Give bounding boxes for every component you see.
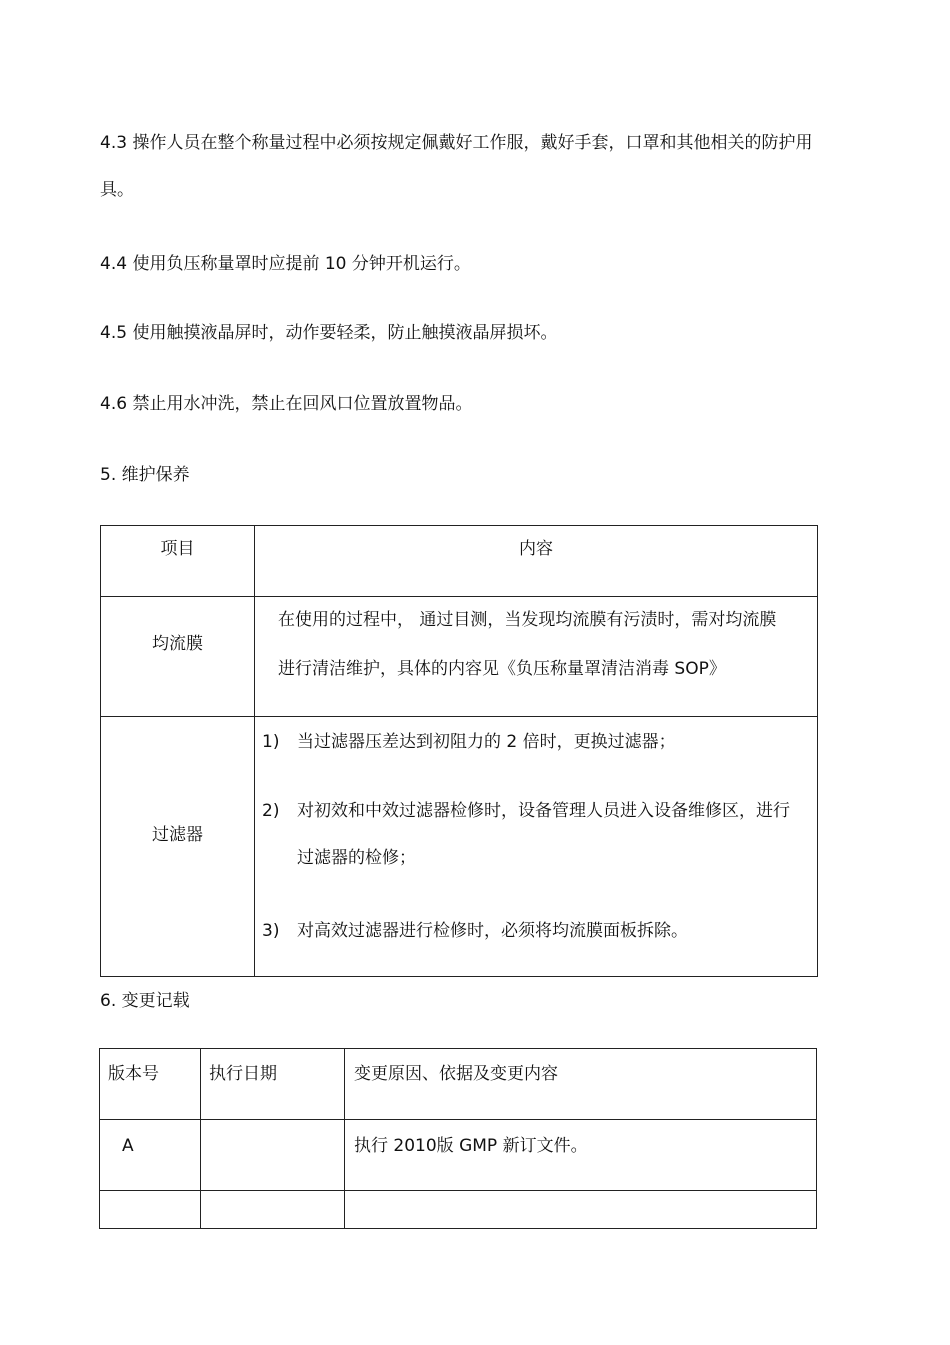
table-header-row <box>101 526 818 597</box>
date-cell <box>201 1120 345 1191</box>
reason-value: 执行 2010版 GMP 新订文件。 <box>354 1136 588 1156</box>
list-number: 3) <box>262 921 280 941</box>
header-cell-content <box>255 526 818 597</box>
header-cell-item <box>101 526 255 597</box>
row-item-label: 均流膜 <box>152 634 203 654</box>
header-reason-label: 变更原因、依据及变更内容 <box>354 1064 558 1084</box>
version-cell <box>100 1120 201 1191</box>
row-item-cell <box>101 597 255 717</box>
list-number: 1) <box>262 732 280 752</box>
version-value: A <box>122 1136 134 1156</box>
item-4-3-line1: 4.3 操作人员在整个称量过程中必须按规定佩戴好工作服，戴好手套，口罩和其他相关的防护用 <box>100 133 813 153</box>
item-4-4: 4.4 使用负压称量罩时应提前 10 分钟开机运行。 <box>100 254 471 274</box>
table-header-row <box>100 1049 817 1120</box>
item-4-6: 4.6 禁止用水冲洗，禁止在回风口位置放置物品。 <box>100 394 473 414</box>
section5-heading: 5. 维护保养 <box>100 465 190 485</box>
list-text: 对高效过滤器进行检修时，必须将均流膜面板拆除。 <box>297 921 688 941</box>
reason-cell <box>345 1191 817 1229</box>
header-date-label: 执行日期 <box>209 1064 277 1084</box>
row-content-line2: 进行清洁维护，具体的内容见《负压称量罩清洁消毒 SOP》 <box>278 659 726 679</box>
row-item-label: 过滤器 <box>152 825 203 845</box>
header-cell-date <box>201 1049 345 1120</box>
list-item <box>262 923 688 940</box>
version-cell <box>100 1191 201 1229</box>
item-4-3-line2: 具。 <box>100 180 134 200</box>
change-record-table <box>99 1048 817 1229</box>
list-text-continued: 过滤器的检修； <box>297 848 416 868</box>
table-row <box>100 1191 817 1229</box>
table-row <box>100 1120 817 1191</box>
header-cell-version <box>100 1049 201 1120</box>
list-number: 2) <box>262 801 280 821</box>
row-content-cell <box>255 717 818 977</box>
maintenance-table <box>100 525 818 977</box>
row-content-line1: 在使用的过程中， 通过目测，当发现均流膜有污渍时，需对均流膜 <box>278 610 777 630</box>
item-4-5: 4.5 使用触摸液晶屏时，动作要轻柔，防止触摸液晶屏损坏。 <box>100 323 558 343</box>
header-item-label: 项目 <box>160 539 195 559</box>
list-text: 当过滤器压差达到初阻力的 2 倍时，更换过滤器； <box>297 732 676 752</box>
row-item-cell <box>101 717 255 977</box>
header-cell-reason <box>345 1049 817 1120</box>
list-item <box>262 734 676 751</box>
header-version-label: 版本号 <box>108 1064 159 1084</box>
reason-cell <box>345 1120 817 1191</box>
section6-heading: 6. 变更记载 <box>100 991 190 1011</box>
list-text: 对初效和中效过滤器检修时，设备管理人员进入设备维修区，进行 <box>297 801 790 821</box>
header-content-label: 内容 <box>519 539 553 559</box>
list-item <box>262 803 790 820</box>
table-row <box>101 597 818 717</box>
table-row <box>101 717 818 977</box>
row-content-cell <box>255 597 818 717</box>
date-cell <box>201 1191 345 1229</box>
